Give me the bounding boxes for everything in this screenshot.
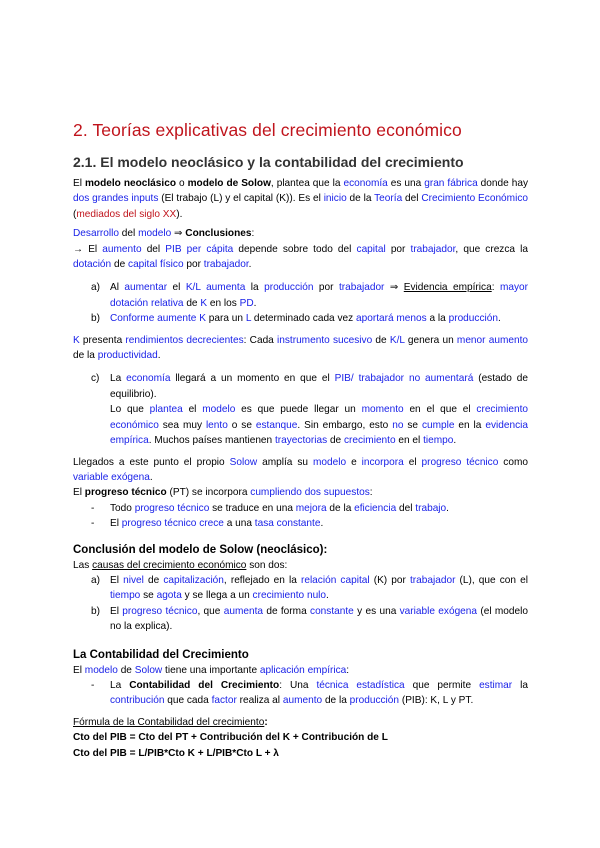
- formula-label: Fórmula de la Contabilidad del crecimiento:: [73, 716, 268, 728]
- progress-line: El progreso técnico (PT) se incorpora cumpliendo dos supuestos:: [73, 487, 373, 499]
- solow-paragraph: Llegados a este punto el propio Solow amplía su modelo e incorpora el progreso técnico como variable exógena.: [73, 456, 528, 483]
- formula-1: Cto del PIB = Cto del PT + Contribución del K + Contribución de L: [73, 732, 388, 744]
- accounting-heading: La Contabilidad del Crecimiento: [73, 648, 249, 661]
- conclusion-item-a: a) El nivel de capitalización, reflejado en la relación capital (K) por trabajador (L), que con el tiempo se agota y se llega a un crecimiento nulo.: [91, 574, 528, 602]
- development-line: Desarrollo del modelo ⇒ Conclusiones:: [73, 228, 255, 240]
- section-subtitle: 2.1. El modelo neoclásico y la contabilidad del crecimiento: [73, 154, 464, 170]
- conclusion-heading: Conclusión del modelo de Solow (neoclásico):: [73, 543, 328, 556]
- k-paragraph: K presenta rendimientos decrecientes: Cada instrumento sucesivo de K/L genera un menor aumento de la productividad.: [73, 334, 529, 362]
- list-item-c: c) La economía llegará a un momento en que el PIB/ trabajador no aumentará (estado de equilibrio).: [91, 373, 528, 400]
- conclusion-intro: Las causas del crecimiento económico son dos:: [73, 559, 288, 571]
- accounting-intro: El modelo de Solow tiene una importante aplicación empírica:: [73, 664, 350, 676]
- dash-item-2: - El progreso técnico crece a una tasa constante.: [91, 518, 324, 530]
- arrow-paragraph: → El aumento del PIB per cápita depende sobre todo del capital por trabajador, que crezca la dotación de capital físico por trabajador.: [73, 243, 528, 271]
- list-item-b: b) Conforme aumente K para un L determinado cada vez aportará menos a la producción.: [91, 313, 501, 325]
- list-item-a: a) Al aumentar el K/L aumenta la producción por trabajador ⇒ Evidencia empírica: mayor dotación relativa de K en los PD.: [91, 282, 528, 309]
- dash-item-1: - Todo progreso técnico se traduce en una mejora de la eficiencia del trabajo.: [91, 502, 449, 514]
- accounting-dash-item: - La Contabilidad del Crecimiento: Una técnica estadística que permite estimar la contribución que cada factor realiza al aumento de la producción (PIB): K, L y PT.: [91, 679, 528, 707]
- formula-2: Cto del PIB = L/PIB*Cto K + L/PIB*Cto L + λ: [73, 747, 279, 759]
- list-item-c-continuation: Lo que plantea el modelo es que puede llegar un momento en el que el crecimiento económico sea muy lento o se estanque. Sin embargo, esto no se cumple en la evidencia empírica. Muchos países mantienen trayectorias de crecimiento en el tiempo.: [110, 404, 529, 447]
- document-body: [73, 118, 528, 761]
- intro-paragraph: El modelo neoclásico o modelo de Solow, plantea que la economía es una gran fábrica donde hay dos grandes inputs (El trabajo (L) y el capital (K)). Es el inicio de la Teoría del Crecimiento Económico (mediados del siglo XX).: [73, 178, 528, 220]
- conclusion-item-b: b) El progreso técnico, que aumenta de forma constante y es una variable exógena (el modelo no la explica).: [91, 605, 528, 633]
- page-title: 2. Teorías explicativas del crecimiento económico: [73, 120, 462, 140]
